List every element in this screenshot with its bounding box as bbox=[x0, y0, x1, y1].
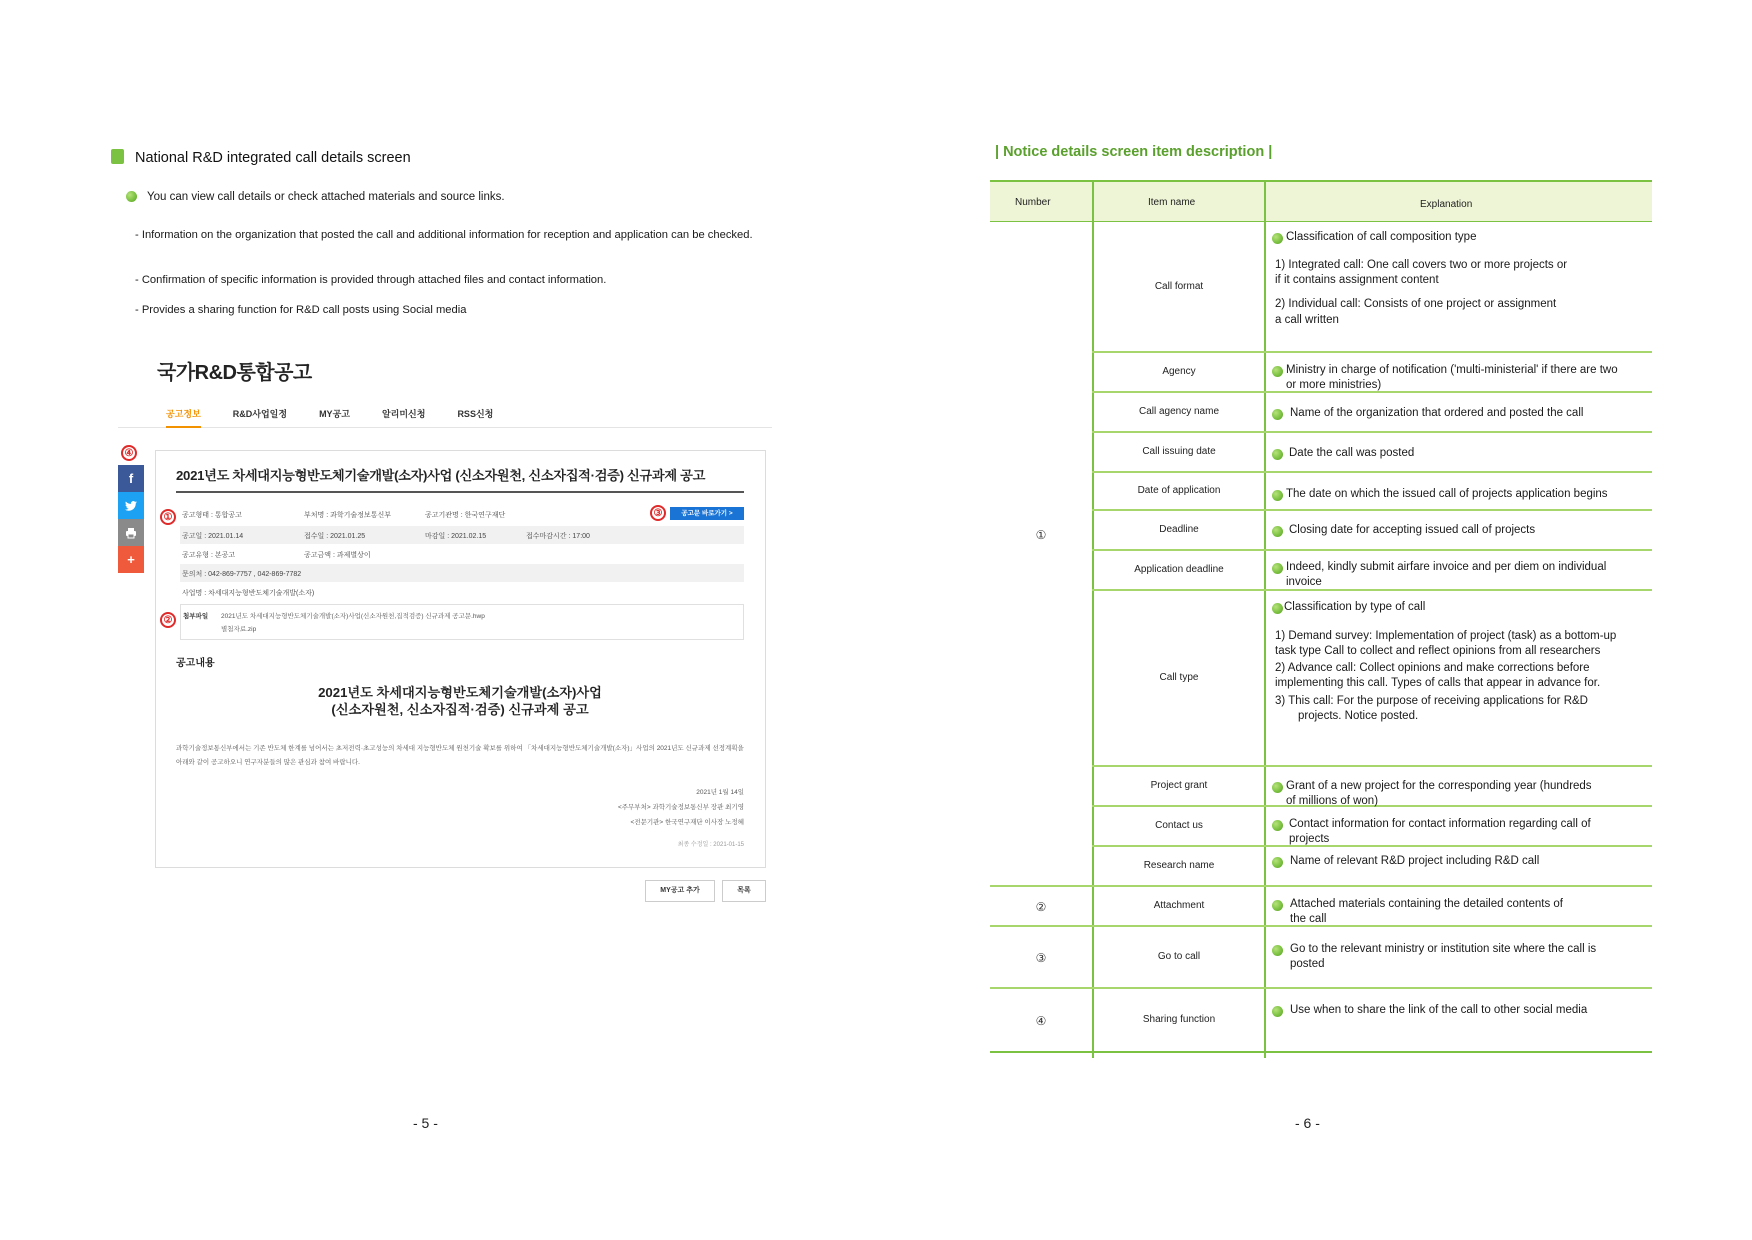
table-header bbox=[990, 182, 1652, 222]
table-title: | Notice details screen item description | bbox=[995, 144, 1273, 160]
row-item-name: Contact us bbox=[1155, 820, 1203, 831]
row-explanation-line: the call bbox=[1290, 913, 1327, 925]
content-title-line: (신소자원천, 신소자집적·검증) 신규과제 공고 bbox=[331, 702, 589, 717]
list-button[interactable]: 목록 bbox=[722, 880, 766, 902]
call-title: 2021년도 차세대지능형반도체기술개발(소자)사업 (신소자원천, 신소자집적·검증) 신규과제 공고 bbox=[176, 468, 706, 483]
info-project: 사업명 : 차세대지능형반도체기술개발(소자) bbox=[182, 590, 315, 597]
row-explanation-line: Classification by type of call bbox=[1284, 601, 1426, 613]
row-explanation-line: task type Call to collect and reflect opinions from all researchers bbox=[1275, 645, 1601, 657]
notice-date: 2021년 1월 14일 bbox=[696, 789, 744, 796]
row-explanation-line: 1) Demand survey: Implementation of project (task) as a bottom-up bbox=[1275, 630, 1617, 642]
bullet-paragraph: - Confirmation of specific information is provided through attached files and contact information. bbox=[135, 274, 607, 286]
header-number: Number bbox=[1015, 197, 1051, 208]
row-divider bbox=[990, 925, 1652, 927]
info-row-1 bbox=[180, 505, 660, 523]
info-receipt-date: 접수일 : 2021.01.25 bbox=[304, 533, 366, 540]
bullet-dot-icon bbox=[1272, 366, 1283, 377]
row-explanation-line: projects. Notice posted. bbox=[1298, 710, 1419, 722]
info-row-2 bbox=[180, 526, 744, 544]
bullet-dot-icon bbox=[1272, 490, 1283, 501]
row-explanation-line: projects bbox=[1289, 833, 1330, 845]
row-item-name: Project grant bbox=[1150, 780, 1208, 791]
content-title-line: 2021년도 차세대지능형반도체기술개발(소자)사업 bbox=[318, 685, 602, 700]
bullet-paragraph: - Provides a sharing function for R&D call posts using Social media bbox=[135, 304, 467, 316]
nav-item-alert[interactable]: 알리미신청 bbox=[381, 409, 426, 419]
row-explanation-line: Closing date for accepting issued call of projects bbox=[1289, 524, 1536, 536]
row-explanation-line: Ministry in charge of notification ('multi-ministerial' if there are two bbox=[1286, 364, 1618, 376]
row-item-name: Attachment bbox=[1153, 900, 1205, 911]
attachment-label: 첨부파일 bbox=[183, 613, 209, 620]
page-number: - 6 - bbox=[1295, 1115, 1320, 1131]
callout-1: ① bbox=[160, 509, 176, 525]
row-item-name: Research name bbox=[1143, 860, 1215, 871]
info-deadline: 마감일 : 2021.02.15 bbox=[425, 533, 487, 540]
row-divider bbox=[1092, 431, 1652, 433]
row-explanation-line: The date on which the issued call of projects application begins bbox=[1286, 488, 1608, 500]
facebook-icon[interactable]: f bbox=[118, 465, 144, 492]
bullet-paragraph: - Information on the organization that posted the call and additional information for reception and application can be checked. bbox=[135, 229, 753, 241]
row-explanation-line: Name of relevant R&D project including R&D call bbox=[1290, 855, 1540, 867]
go-to-call-button[interactable]: 공고문 바로가기 > bbox=[670, 507, 744, 520]
header-item: Item name bbox=[1148, 197, 1196, 208]
content-body: 과학기술정보통신부에서는 기존 반도체 한계를 넘어서는 초저전력·초고성능의 차세대 지능형반도체 원천기술 확보를 위하여 「차세대지능형반도체기술개발(소자)」사업의 2021년도 신규과제 선정계획을 아래와 같이 공고하오니 연구자분들의 많은 관심과 참여 바랍니다. bbox=[176, 745, 744, 766]
row-explanation-line: 3) This call: For the purpose of receiving applications for R&D bbox=[1275, 695, 1588, 707]
attachment-file-link[interactable]: 2021년도 차세대지능형반도체기술개발(소자)사업(신소자원천,집적검증) 신규과제 공고문.hwp bbox=[221, 613, 485, 620]
row-explanation-line: 1) Integrated call: One call covers two or more projects or bbox=[1275, 259, 1568, 271]
info-call-form: 공고형태 : 통합공고 bbox=[182, 512, 242, 519]
section-marker bbox=[111, 149, 124, 164]
bullet-dot-icon bbox=[1272, 449, 1283, 460]
row-explanation-line: Attached materials containing the detailed contents of bbox=[1290, 898, 1563, 910]
header-explanation: Explanation bbox=[1420, 199, 1473, 210]
info-agency: 공고기관명 : 한국연구재단 bbox=[425, 512, 506, 519]
info-row-4 bbox=[180, 564, 744, 582]
row-explanation-line: implementing this call. Types of calls that appear in advance for. bbox=[1275, 677, 1601, 689]
nav-item-my-call[interactable]: MY공고 bbox=[319, 409, 350, 419]
row-explanation-line: Indeed, kindly submit airfare invoice and per diem on individual bbox=[1286, 561, 1607, 573]
row-number: ① bbox=[1035, 528, 1047, 542]
row-explanation-line: or more ministries) bbox=[1286, 379, 1382, 391]
info-row-3 bbox=[180, 545, 744, 563]
row-explanation-line: Classification of call composition type bbox=[1286, 231, 1477, 243]
row-item-name: Call agency name bbox=[1138, 406, 1220, 417]
row-item-name: Call format bbox=[1154, 281, 1204, 292]
row-item-name: Call issuing date bbox=[1142, 446, 1216, 457]
row-number: ③ bbox=[1035, 951, 1047, 965]
row-item-name: Call type bbox=[1159, 672, 1199, 683]
row-divider bbox=[1092, 549, 1652, 551]
bullet-dot-icon bbox=[1272, 603, 1283, 614]
table-bottom-rule bbox=[990, 1051, 1652, 1053]
share-bar bbox=[118, 465, 144, 573]
site-nav bbox=[118, 400, 772, 428]
row-explanation-line: Grant of a new project for the corresponding year (hundreds bbox=[1286, 780, 1592, 792]
bullet-dot-icon bbox=[1272, 409, 1283, 420]
info-post-date: 공고일 : 2021.01.14 bbox=[182, 533, 244, 540]
bullet-dot-icon bbox=[1272, 782, 1283, 793]
info-call-type: 공고유형 : 본공고 bbox=[182, 552, 236, 559]
notice-signer: <주무부처> 과학기술정보통신부 장관 최기영 bbox=[617, 804, 744, 811]
row-item-name: Sharing function bbox=[1142, 1014, 1216, 1025]
row-explanation-line: Go to the relevant ministry or institution site where the call is bbox=[1290, 943, 1597, 955]
attachment-file-link[interactable]: 별첨자료.zip bbox=[221, 626, 257, 633]
row-explanation-line: Name of the organization that ordered and posted the call bbox=[1290, 407, 1584, 419]
last-modified: 최종 수정일 : 2021-01-15 bbox=[677, 842, 744, 848]
row-divider bbox=[1092, 509, 1652, 511]
row-explanation-line: posted bbox=[1290, 958, 1325, 970]
row-divider bbox=[1092, 471, 1652, 473]
intro-text: You can view call details or check attached materials and source links. bbox=[147, 191, 505, 203]
row-item-name: Application deadline bbox=[1134, 564, 1224, 575]
row-divider bbox=[1092, 589, 1652, 591]
bullet-dot-icon bbox=[1272, 900, 1283, 911]
row-explanation-line: invoice bbox=[1286, 576, 1322, 588]
content-heading: 공고내용 bbox=[176, 658, 215, 669]
row-divider bbox=[1092, 391, 1652, 393]
nav-item-rss[interactable]: RSS신청 bbox=[457, 409, 494, 419]
bullet-dot-icon bbox=[1272, 526, 1283, 537]
row-item-name: Date of application bbox=[1137, 485, 1221, 496]
row-explanation-line: of millions of won) bbox=[1286, 795, 1379, 807]
row-explanation-line: 2) Advance call: Collect opinions and make corrections before bbox=[1275, 662, 1590, 674]
info-row-5 bbox=[180, 583, 744, 601]
row-item-name: Go to call bbox=[1157, 951, 1201, 962]
row-number: ④ bbox=[1035, 1014, 1047, 1028]
row-explanation-line: Use when to share the link of the call to other social media bbox=[1290, 1004, 1588, 1016]
info-contact: 문의처 : 042-869-7757 , 042-869-7782 bbox=[182, 571, 302, 578]
row-explanation-line: Date the call was posted bbox=[1289, 447, 1415, 459]
row-explanation-line: if it contains assignment content bbox=[1275, 274, 1439, 286]
bullet-dot-icon bbox=[1272, 945, 1283, 956]
plus-icon[interactable]: + bbox=[118, 546, 144, 573]
bullet-dot-icon bbox=[1272, 1006, 1283, 1017]
row-explanation-line: Contact information for contact information regarding call of bbox=[1289, 818, 1591, 830]
content-title bbox=[176, 684, 744, 718]
callout-3: ③ bbox=[650, 505, 666, 521]
row-explanation-line: 2) Individual call: Consists of one project or assignment bbox=[1275, 298, 1557, 310]
row-divider bbox=[1092, 765, 1652, 767]
nav-item-schedule[interactable]: R&D사업일정 bbox=[232, 409, 288, 419]
row-number: ② bbox=[1035, 900, 1047, 914]
column-divider bbox=[1264, 182, 1266, 1058]
row-divider bbox=[1092, 351, 1652, 353]
bullet-dot-icon bbox=[1272, 820, 1283, 831]
section-title: National R&D integrated call details screen bbox=[135, 150, 411, 166]
bullet-dot-icon bbox=[126, 191, 137, 202]
bullet-dot-icon bbox=[1272, 857, 1283, 868]
title-divider bbox=[176, 491, 744, 493]
row-item-name: Deadline bbox=[1159, 524, 1199, 535]
row-divider bbox=[990, 885, 1652, 887]
attachment-box bbox=[180, 604, 744, 640]
info-amount: 공고금액 : 과제별상이 bbox=[304, 552, 371, 559]
row-explanation-line: a call written bbox=[1275, 314, 1339, 326]
notice-signer: <전문기관> 한국연구재단 이사장 노정혜 bbox=[630, 819, 744, 826]
page-number: - 5 - bbox=[413, 1115, 438, 1131]
callout-4: ④ bbox=[121, 445, 137, 461]
site-logo: 국가R&D통합공고 bbox=[157, 362, 312, 384]
print-icon[interactable] bbox=[118, 519, 144, 546]
column-divider bbox=[1092, 182, 1094, 1058]
row-divider bbox=[990, 987, 1652, 989]
info-ministry: 부처명 : 과학기술정보통신부 bbox=[304, 512, 391, 519]
row-divider bbox=[1092, 845, 1652, 847]
twitter-icon[interactable] bbox=[118, 492, 144, 519]
row-item-name: Agency bbox=[1162, 366, 1196, 377]
nav-item-call-info[interactable]: 공고정보 bbox=[166, 400, 201, 428]
add-my-call-button[interactable]: MY공고 추가 bbox=[645, 880, 715, 902]
bullet-dot-icon bbox=[1272, 563, 1283, 574]
callout-2: ② bbox=[160, 612, 176, 628]
bullet-dot-icon bbox=[1272, 233, 1283, 244]
info-deadline-time: 접수마감시간 : 17:00 bbox=[526, 533, 590, 540]
